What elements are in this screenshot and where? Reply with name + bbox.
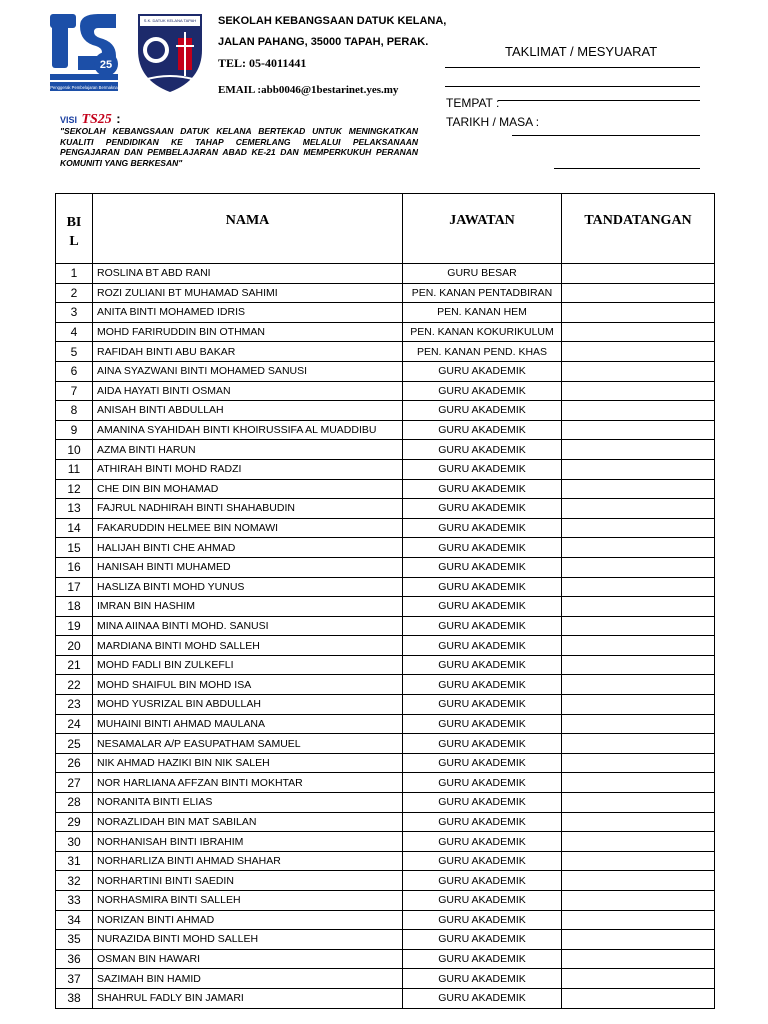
- table-row: [56, 616, 715, 636]
- row-jawatan: GURU AKADEMIK: [403, 695, 562, 715]
- row-jawatan: GURU AKADEMIK: [403, 891, 562, 911]
- row-name: ANITA BINTI MOHAMED IDRIS: [93, 303, 403, 323]
- row-number: 12: [56, 479, 93, 499]
- school-crest-logo: [130, 10, 210, 95]
- title-underline: [445, 67, 700, 68]
- table-row: [56, 440, 715, 460]
- svg-text:25: 25: [99, 59, 113, 71]
- row-name: CHE DIN BIN MOHAMAD: [93, 479, 403, 499]
- row-signature-cell[interactable]: [562, 988, 715, 1008]
- row-jawatan: GURU AKADEMIK: [403, 793, 562, 813]
- row-signature-cell[interactable]: [562, 695, 715, 715]
- row-name: IMRAN BIN HASHIM: [93, 597, 403, 617]
- row-signature-cell[interactable]: [562, 401, 715, 421]
- table-row: [56, 499, 715, 519]
- row-number: 5: [56, 342, 93, 362]
- table-row: [56, 636, 715, 656]
- table-row: [56, 793, 715, 813]
- row-jawatan: GURU AKADEMIK: [403, 459, 562, 479]
- row-signature-cell[interactable]: [562, 381, 715, 401]
- row-jawatan: GURU BESAR: [403, 264, 562, 284]
- row-signature-cell[interactable]: [562, 440, 715, 460]
- row-number: 24: [56, 714, 93, 734]
- row-name: SHAHRUL FADLY BIN JAMARI: [93, 988, 403, 1008]
- visi-colon: :: [116, 111, 121, 126]
- row-jawatan: GURU AKADEMIK: [403, 655, 562, 675]
- row-number: 19: [56, 616, 93, 636]
- table-row: [56, 322, 715, 342]
- row-jawatan: PEN. KANAN HEM: [403, 303, 562, 323]
- row-number: 17: [56, 577, 93, 597]
- table-row: [56, 871, 715, 891]
- table-row: [56, 714, 715, 734]
- row-jawatan: GURU AKADEMIK: [403, 851, 562, 871]
- row-jawatan: GURU AKADEMIK: [403, 930, 562, 950]
- table-row: [56, 930, 715, 950]
- table-row: [56, 695, 715, 715]
- row-number: 38: [56, 988, 93, 1008]
- row-signature-cell[interactable]: [562, 812, 715, 832]
- row-jawatan: GURU AKADEMIK: [403, 538, 562, 558]
- tarikh-label: TARIKH / MASA :: [446, 115, 540, 129]
- school-tel: TEL: 05-4011441: [218, 56, 307, 70]
- row-name: MUHAINI BINTI AHMAD MAULANA: [93, 714, 403, 734]
- row-name: MOHD FADLI BIN ZULKEFLI: [93, 655, 403, 675]
- row-number: 11: [56, 459, 93, 479]
- row-number: 32: [56, 871, 93, 891]
- row-name: NURAZIDA BINTI MOHD SALLEH: [93, 930, 403, 950]
- row-name: NOR HARLIANA AFFZAN BINTI MOKHTAR: [93, 773, 403, 793]
- row-number: 22: [56, 675, 93, 695]
- row-number: 23: [56, 695, 93, 715]
- row-name: AIDA HAYATI BINTI OSMAN: [93, 381, 403, 401]
- row-number: 37: [56, 969, 93, 989]
- school-address: JALAN PAHANG, 35000 TAPAH, PERAK.: [218, 36, 429, 48]
- ts25-logo: [50, 12, 120, 94]
- row-number: 29: [56, 812, 93, 832]
- row-signature-cell[interactable]: [562, 322, 715, 342]
- row-signature-cell[interactable]: [562, 499, 715, 519]
- row-signature-cell[interactable]: [562, 597, 715, 617]
- row-number: 31: [56, 851, 93, 871]
- row-number: 34: [56, 910, 93, 930]
- table-row: [56, 773, 715, 793]
- row-jawatan: GURU AKADEMIK: [403, 440, 562, 460]
- row-number: 36: [56, 949, 93, 969]
- row-signature-cell[interactable]: [562, 753, 715, 773]
- row-name: NIK AHMAD HAZIKI BIN NIK SALEH: [93, 753, 403, 773]
- visi-statement: "SEKOLAH KEBANGSAAN DATUK KELANA BERTEKAD UNTUK MENINGKATKAN KUALITI PENDIDIKAN KE TAHAP CEMERLANG MELALUI PELAKSANAAN PENGAJARAN DAN PEMBELAJARAN ABAD KE-21 DAN MEMPERKUKUH PERANAN KOMUNITI YANG BERKESAN": [60, 126, 418, 168]
- row-name: AINA SYAZWANI BINTI MOHAMED SANUSI: [93, 361, 403, 381]
- row-name: ROZI ZULIANI BT MUHAMAD SAHIMI: [93, 283, 403, 303]
- row-name: MOHD FARIRUDDIN BIN OTHMAN: [93, 322, 403, 342]
- table-row: [56, 675, 715, 695]
- table-row: [56, 655, 715, 675]
- row-signature-cell[interactable]: [562, 851, 715, 871]
- row-signature-cell[interactable]: [562, 891, 715, 911]
- table-row: [56, 420, 715, 440]
- table-row: [56, 734, 715, 754]
- row-name: FAKARUDDIN HELMEE BIN NOMAWI: [93, 518, 403, 538]
- svg-text:Penggerak Pembelajaran Bermakn: Penggerak Pembelajaran Bermakna: [50, 85, 118, 90]
- row-jawatan: GURU AKADEMIK: [403, 812, 562, 832]
- row-name: NORHARTINI BINTI SAEDIN: [93, 871, 403, 891]
- row-signature-cell[interactable]: [562, 655, 715, 675]
- row-number: 7: [56, 381, 93, 401]
- row-jawatan: GURU AKADEMIK: [403, 361, 562, 381]
- table-row: [56, 342, 715, 362]
- row-number: 4: [56, 322, 93, 342]
- row-jawatan: GURU AKADEMIK: [403, 753, 562, 773]
- table-row: [56, 851, 715, 871]
- table-row: [56, 812, 715, 832]
- row-number: 16: [56, 557, 93, 577]
- table-row: [56, 401, 715, 421]
- row-name: HANISAH BINTI MUHAMED: [93, 557, 403, 577]
- row-signature-cell[interactable]: [562, 793, 715, 813]
- row-jawatan: GURU AKADEMIK: [403, 714, 562, 734]
- row-jawatan: GURU AKADEMIK: [403, 518, 562, 538]
- row-jawatan: GURU AKADEMIK: [403, 499, 562, 519]
- table-row: [56, 891, 715, 911]
- table-row: [56, 518, 715, 538]
- row-signature-cell[interactable]: [562, 479, 715, 499]
- row-number: 18: [56, 597, 93, 617]
- row-number: 9: [56, 420, 93, 440]
- school-email: EMAIL :abb0046@1bestarinet.yes.my: [218, 84, 399, 96]
- row-name: NESAMALAR A/P EASUPATHAM SAMUEL: [93, 734, 403, 754]
- tempat-label: TEMPAT :: [446, 96, 500, 110]
- row-name: NORHASMIRA BINTI SALLEH: [93, 891, 403, 911]
- row-signature-cell[interactable]: [562, 557, 715, 577]
- row-name: HALIJAH BINTI CHE AHMAD: [93, 538, 403, 558]
- row-signature-cell[interactable]: [562, 459, 715, 479]
- header-bil: BI L: [56, 194, 93, 264]
- row-jawatan: GURU AKADEMIK: [403, 557, 562, 577]
- row-signature-cell[interactable]: [562, 616, 715, 636]
- row-signature-cell[interactable]: [562, 420, 715, 440]
- row-jawatan: GURU AKADEMIK: [403, 675, 562, 695]
- tempat-line: [498, 100, 700, 101]
- visi-label: VISI: [60, 115, 78, 125]
- row-name: NORANITA BINTI ELIAS: [93, 793, 403, 813]
- school-header: [218, 14, 446, 49]
- row-jawatan: GURU AKADEMIK: [403, 832, 562, 852]
- row-signature-cell[interactable]: [562, 538, 715, 558]
- row-number: 8: [56, 401, 93, 421]
- row-jawatan: GURU AKADEMIK: [403, 381, 562, 401]
- visi-ts25: TS25: [81, 112, 112, 127]
- table-row: [56, 949, 715, 969]
- row-name: RAFIDAH BINTI ABU BAKAR: [93, 342, 403, 362]
- row-jawatan: GURU AKADEMIK: [403, 871, 562, 891]
- row-name: MINA AIINAA BINTI MOHD. SANUSI: [93, 616, 403, 636]
- row-jawatan: GURU AKADEMIK: [403, 597, 562, 617]
- row-jawatan: GURU AKADEMIK: [403, 479, 562, 499]
- row-number: 30: [56, 832, 93, 852]
- table-row: [56, 597, 715, 617]
- row-jawatan: GURU AKADEMIK: [403, 636, 562, 656]
- divider-line: [445, 86, 700, 87]
- row-signature-cell[interactable]: [562, 969, 715, 989]
- meeting-title: TAKLIMAT / MESYUARAT: [505, 44, 658, 59]
- row-number: 28: [56, 793, 93, 813]
- row-signature-cell[interactable]: [562, 636, 715, 656]
- attendance-table: [55, 193, 715, 1009]
- row-signature-cell[interactable]: [562, 930, 715, 950]
- row-number: 27: [56, 773, 93, 793]
- row-jawatan: GURU AKADEMIK: [403, 616, 562, 636]
- row-name: FAJRUL NADHIRAH BINTI SHAHABUDIN: [93, 499, 403, 519]
- row-signature-cell[interactable]: [562, 303, 715, 323]
- row-name: NORAZLIDAH BIN MAT SABILAN: [93, 812, 403, 832]
- row-jawatan: GURU AKADEMIK: [403, 577, 562, 597]
- table-row: [56, 577, 715, 597]
- table-row: [56, 753, 715, 773]
- row-number: 20: [56, 636, 93, 656]
- row-number: 1: [56, 264, 93, 284]
- row-number: 35: [56, 930, 93, 950]
- table-row: [56, 538, 715, 558]
- table-row: [56, 557, 715, 577]
- row-name: NORHANISAH BINTI IBRAHIM: [93, 832, 403, 852]
- row-name: MARDIANA BINTI MOHD SALLEH: [93, 636, 403, 656]
- row-name: ANISAH BINTI ABDULLAH: [93, 401, 403, 421]
- table-row: [56, 303, 715, 323]
- row-name: AZMA BINTI HARUN: [93, 440, 403, 460]
- row-number: 10: [56, 440, 93, 460]
- header-jawatan: JAWATAN: [403, 194, 562, 264]
- table-header-row: [56, 194, 715, 264]
- row-jawatan: GURU AKADEMIK: [403, 773, 562, 793]
- row-signature-cell[interactable]: [562, 518, 715, 538]
- row-name: MOHD YUSRIZAL BIN ABDULLAH: [93, 695, 403, 715]
- row-number: 26: [56, 753, 93, 773]
- school-name: SEKOLAH KEBANGSAAN DATUK KELANA,: [218, 15, 447, 27]
- row-signature-cell[interactable]: [562, 949, 715, 969]
- row-signature-cell[interactable]: [562, 342, 715, 362]
- row-name: AMANINA SYAHIDAH BINTI KHOIRUSSIFA AL MUADDIBU: [93, 420, 403, 440]
- row-name: NORHARLIZA BINTI AHMAD SHAHAR: [93, 851, 403, 871]
- row-number: 2: [56, 283, 93, 303]
- row-signature-cell[interactable]: [562, 283, 715, 303]
- table-row: [56, 264, 715, 284]
- row-signature-cell[interactable]: [562, 714, 715, 734]
- row-signature-cell[interactable]: [562, 734, 715, 754]
- row-signature-cell[interactable]: [562, 675, 715, 695]
- table-row: [56, 479, 715, 499]
- row-jawatan: GURU AKADEMIK: [403, 988, 562, 1008]
- header-nama: NAMA: [93, 194, 403, 264]
- row-jawatan: GURU AKADEMIK: [403, 949, 562, 969]
- row-name: SAZIMAH BIN HAMID: [93, 969, 403, 989]
- row-signature-cell[interactable]: [562, 361, 715, 381]
- row-number: 15: [56, 538, 93, 558]
- row-name: MOHD SHAIFUL BIN MOHD ISA: [93, 675, 403, 695]
- table-row: [56, 283, 715, 303]
- table-row: [56, 381, 715, 401]
- row-jawatan: PEN. KANAN PENTADBIRAN: [403, 283, 562, 303]
- row-number: 21: [56, 655, 93, 675]
- row-number: 14: [56, 518, 93, 538]
- row-signature-cell[interactable]: [562, 910, 715, 930]
- tarikh-line: [512, 135, 700, 136]
- row-jawatan: GURU AKADEMIK: [403, 420, 562, 440]
- row-number: 33: [56, 891, 93, 911]
- row-number: 13: [56, 499, 93, 519]
- row-jawatan: PEN. KANAN PEND. KHAS: [403, 342, 562, 362]
- row-name: NORIZAN BINTI AHMAD: [93, 910, 403, 930]
- table-row: [56, 910, 715, 930]
- extra-line: [554, 168, 700, 169]
- row-jawatan: PEN. KANAN KOKURIKULUM: [403, 322, 562, 342]
- row-number: 3: [56, 303, 93, 323]
- row-signature-cell[interactable]: [562, 773, 715, 793]
- svg-text:S.K. DATUK KELANA TAPAH: S.K. DATUK KELANA TAPAH: [143, 18, 197, 23]
- row-number: 25: [56, 734, 93, 754]
- table-row: [56, 969, 715, 989]
- row-number: 6: [56, 361, 93, 381]
- row-jawatan: GURU AKADEMIK: [403, 734, 562, 754]
- table-row: [56, 459, 715, 479]
- table-row: [56, 988, 715, 1008]
- row-jawatan: GURU AKADEMIK: [403, 910, 562, 930]
- row-jawatan: GURU AKADEMIK: [403, 969, 562, 989]
- row-signature-cell[interactable]: [562, 871, 715, 891]
- header-tandatangan: TANDATANGAN: [562, 194, 715, 264]
- row-name: OSMAN BIN HAWARI: [93, 949, 403, 969]
- table-row: [56, 361, 715, 381]
- row-signature-cell[interactable]: [562, 264, 715, 284]
- row-signature-cell[interactable]: [562, 577, 715, 597]
- row-jawatan: GURU AKADEMIK: [403, 401, 562, 421]
- row-name: ATHIRAH BINTI MOHD RADZI: [93, 459, 403, 479]
- table-row: [56, 832, 715, 852]
- row-signature-cell[interactable]: [562, 832, 715, 852]
- row-name: ROSLINA BT ABD RANI: [93, 264, 403, 284]
- row-name: HASLIZA BINTI MOHD YUNUS: [93, 577, 403, 597]
